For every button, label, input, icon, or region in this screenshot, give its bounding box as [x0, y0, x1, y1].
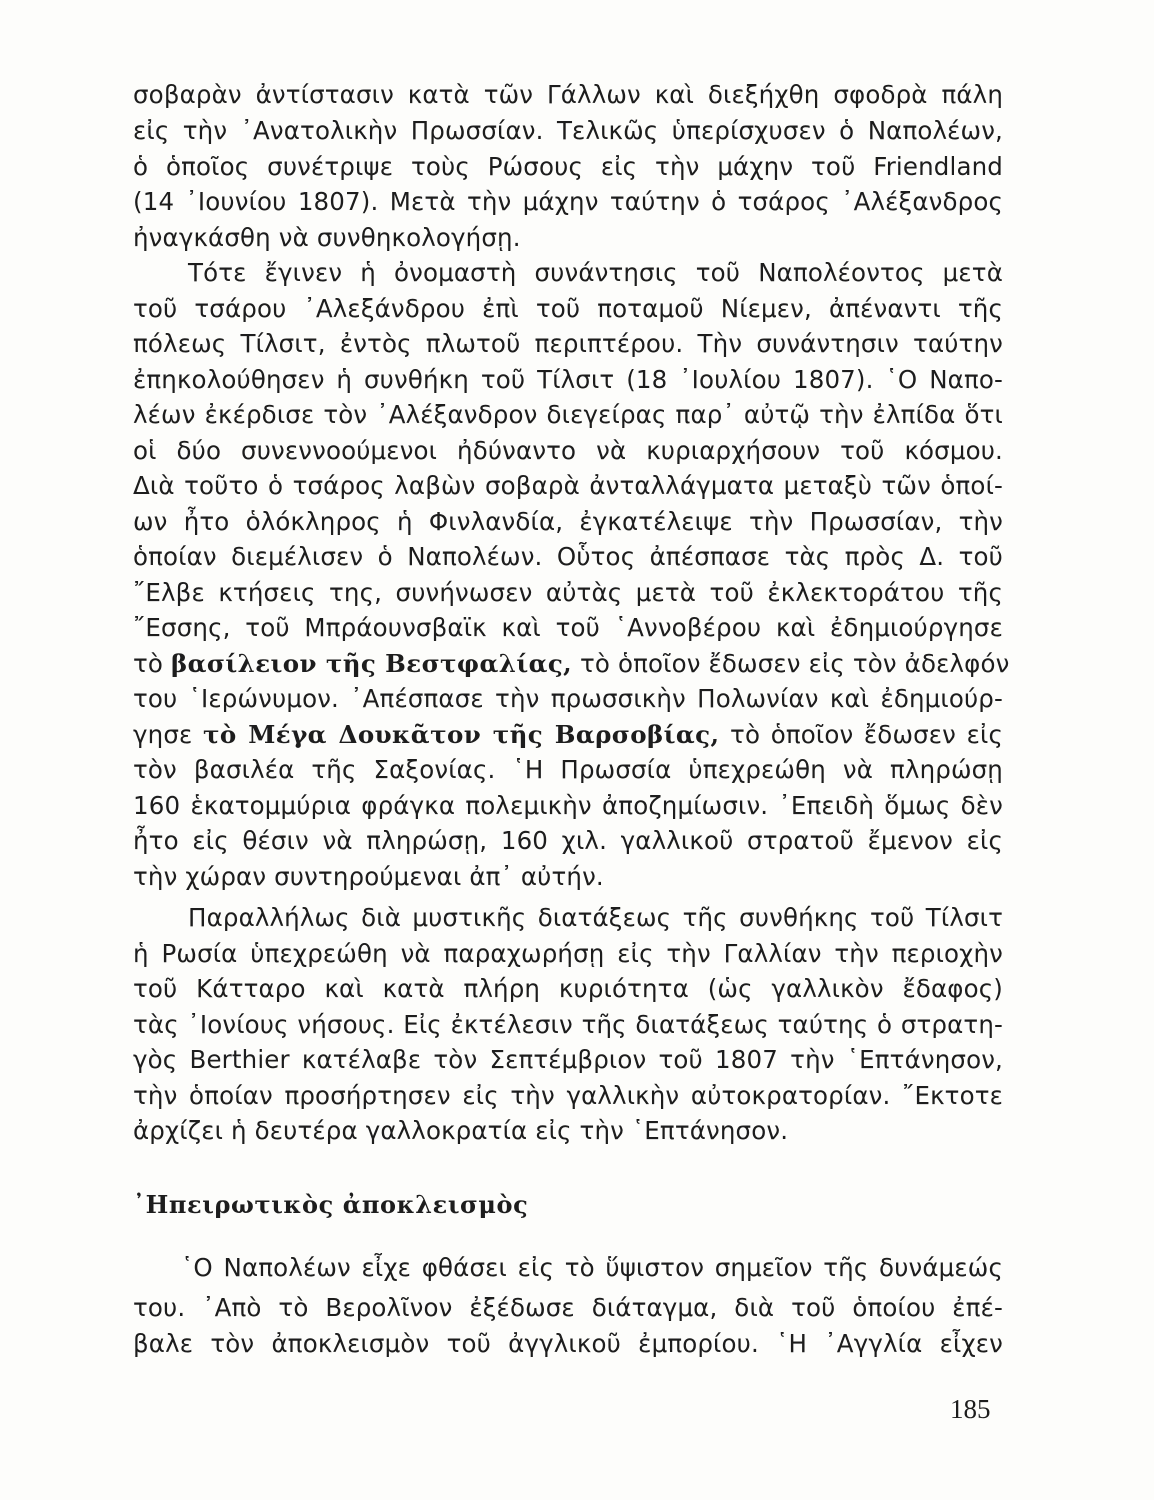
text-line — [133, 718, 1003, 752]
text-line: ῎Εσσης, τοῦ Μπράουνσβαϊκ καὶ τοῦ ῾Αννοβέρου καὶ ἐδημιούργησε — [133, 613, 1003, 642]
text-fragment: τὸ ὁποῖον ἔδωσεν εἰς — [719, 720, 1003, 749]
text-line: λέων ἐκέρδισε τὸν ᾿Αλέξανδρον διεγείρας παρ᾿ αὐτῷ τὴν ἐλπίδα ὅτι — [133, 400, 1003, 429]
text-line: Παραλλήλως διὰ μυστικῆς διατάξεως τῆς συνθήκης τοῦ Τίλσιτ — [188, 903, 1003, 932]
text-line: σοβαρὰν ἀντίστασιν κατὰ τῶν Γάλλων καὶ διεξήχθη σφοδρὰ πάλη — [133, 80, 1003, 109]
text-line: εἰς τὴν ᾿Ανατολικὴν Πρωσσίαν. Τελικῶς ὑπερίσχυσεν ὁ Ναπολέων, — [133, 116, 1003, 145]
text-line: ὁποίαν διεμέλισεν ὁ Ναπολέων. Οὗτος ἀπέσπασε τὰς πρὸς Δ. τοῦ — [133, 542, 1003, 571]
text-line: ἠναγκάσθη νὰ συνθηκολογήσῃ. — [133, 223, 521, 252]
page-number: 185 — [950, 1394, 991, 1424]
text-line: ὁ ὁποῖος συνέτριψε τοὺς Ρώσους εἰς τὴν μάχην τοῦ Friendland — [133, 152, 1003, 181]
text-line: ἡ Ρωσία ὑπεχρεώθη νὰ παραχωρήσῃ εἰς τὴν Γαλλίαν τὴν περιοχὴν — [133, 939, 1003, 968]
text-line: ῎Ελβε κτήσεις της, συνήνωσεν αὐτὰς μετὰ τοῦ ἐκλεκτοράτου τῆς — [133, 578, 1003, 607]
text-line: τὰς ᾿Ιονίους νήσους. Εἰς ἐκτέλεσιν τῆς διατάξεως ταύτης ὁ στρατη- — [133, 1010, 1003, 1039]
text-fragment: τὸ ὁποῖον ἔδωσεν εἰς τὸν ἀδελφόν — [572, 649, 1010, 678]
text-line: γὸς Berthier κατέλαβε τὸν Σεπτέμβριον τοῦ 1807 τὴν ῾Επτάνησον, — [133, 1045, 1003, 1074]
text-line: ων ἦτο ὁλόκληρος ἡ Φινλανδία, ἐγκατέλειψε τὴν Πρωσσίαν, τὴν — [133, 507, 1003, 536]
text-line: τοῦ Κάτταρο καὶ κατὰ πλήρη κυριότητα (ὡς γαλλικὸν ἔδαφος) — [133, 974, 1003, 1003]
text-line: (14 ᾿Ιουνίου 1807). Μετὰ τὴν μάχην ταύτην ὁ τσάρος ᾿Αλέξανδρος — [133, 187, 1003, 216]
bold-term-westphalia: βασίλειον τῆς Βεστφαλίας, — [170, 649, 573, 678]
text-line: ἐπηκολούθησεν ἡ συνθήκη τοῦ Τίλσιτ (18 ᾿Ιουλίου 1807). ῾Ο Ναπο- — [133, 365, 1003, 394]
text-line: Τότε ἔγινεν ἡ ὀνομαστὴ συνάντησις τοῦ Ναπολέοντος μετὰ — [188, 258, 1003, 287]
text-line: οἱ δύο συνεννοούμενοι ἠδύναντο νὰ κυριαρχήσουν τοῦ κόσμου. — [133, 436, 1003, 465]
text-line: τὴν ὁποίαν προσήρτησεν εἰς τὴν γαλλικὴν αὐτοκρατορίαν. ῎Εκτοτε — [133, 1081, 1003, 1110]
text-line: τὸν βασιλέα τῆς Σαξονίας. ῾Η Πρωσσία ὑπεχρεώθη νὰ πληρώσῃ — [133, 755, 1003, 784]
text-line: τὴν χώραν συντηρούμεναι ἀπ᾿ αὐτήν. — [133, 862, 604, 891]
text-line: βαλε τὸν ἀποκλεισμὸν τοῦ ἀγγλικοῦ ἐμπορίου. ῾Η ᾿Αγγλία εἶχεν — [133, 1329, 1003, 1358]
text-fragment: τὸ — [133, 649, 171, 678]
text-line: τοῦ τσάρου ᾿Αλεξάνδρου ἐπὶ τοῦ ποταμοῦ Νίεμεν, ἀπέναντι τῆς — [133, 294, 1003, 323]
text-line: ῾Ο Ναπολέων εἶχε φθάσει εἰς τὸ ὕψιστον σημεῖον τῆς δυνάμεώς — [181, 1253, 1003, 1282]
text-line: του. ᾿Απὸ τὸ Βερολῖνον ἐξέδωσε διάταγμα, διὰ τοῦ ὁποίου ἐπέ- — [133, 1293, 1003, 1322]
text-line: ἀρχίζει ἡ δευτέρα γαλλοκρατία εἰς τὴν ῾Επτάνησον. — [133, 1116, 789, 1145]
text-line: ἦτο εἰς θέσιν νὰ πληρώσῃ, 160 χιλ. γαλλικοῦ στρατοῦ ἔμενον εἰς — [133, 826, 1003, 855]
text-line: Διὰ τοῦτο ὁ τσάρος λαβὼν σοβαρὰ ἀνταλλάγματα μεταξὺ τῶν ὁποί- — [133, 471, 1003, 500]
section-heading: ᾿Ηπειρωτικὸς ἀποκλεισμὸς — [133, 1190, 529, 1219]
text-line: του ῾Ιερώνυμον. ᾿Απέσπασε τὴν πρωσσικὴν Πολωνίαν καὶ ἐδημιούρ- — [133, 684, 1003, 713]
text-fragment: γησε — [133, 720, 204, 749]
bold-term-warsaw: τὸ Μέγα Δουκᾶτον τῆς Βαρσοβίας, — [203, 720, 720, 749]
text-line — [133, 647, 1010, 681]
text-line: πόλεως Τίλσιτ, ἐντὸς πλωτοῦ περιπτέρου. Τὴν συνάντησιν ταύτην — [133, 329, 1003, 358]
text-line: 160 ἑκατομμύρια φράγκα πολεμικὴν ἀποζημίωσιν. ᾿Επειδὴ ὅμως δὲν — [133, 791, 1003, 820]
